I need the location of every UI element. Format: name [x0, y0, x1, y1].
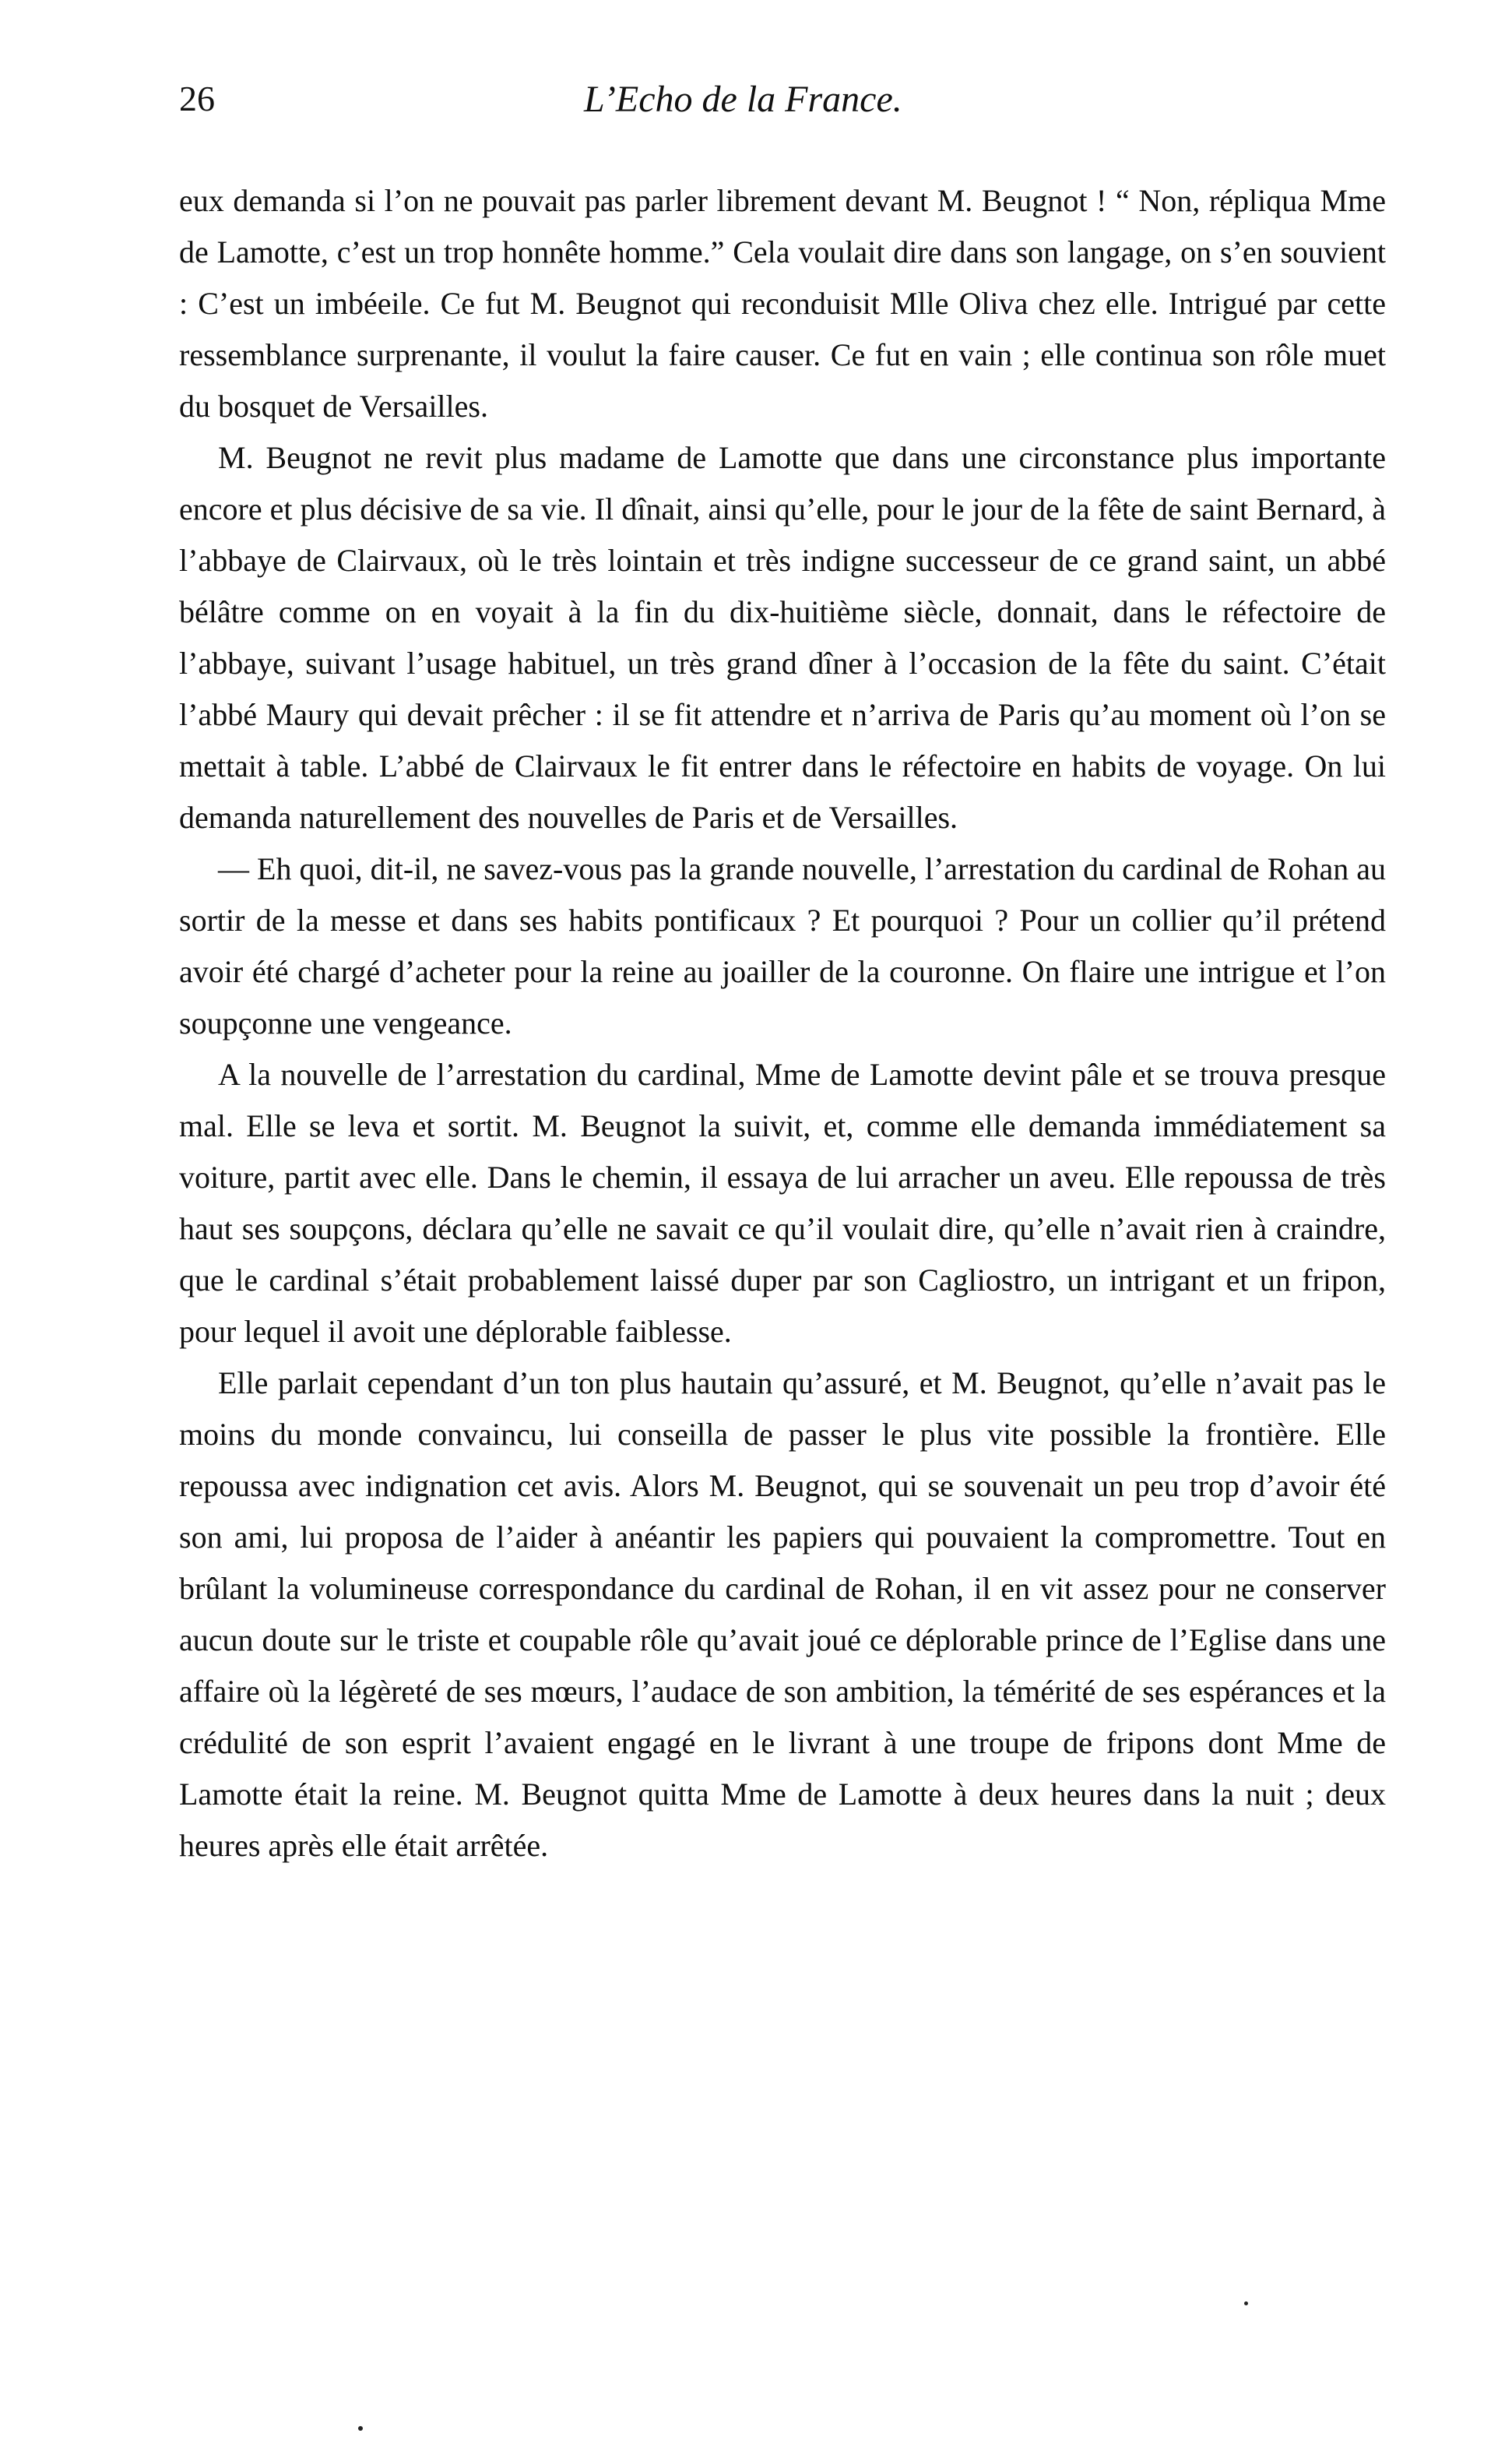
body-text	[179, 175, 1386, 1872]
running-head	[179, 78, 1386, 148]
ink-speck	[1244, 2301, 1248, 2305]
journal-title: L’Echo de la France.	[584, 79, 902, 120]
ink-speck	[358, 2426, 363, 2431]
paragraph-5: Elle parlait cependant d’un ton plus hautain qu’assuré, et M. Beugnot, qu’elle n’avait pas le moins du monde convaincu, lui conseilla de passer le plus vite possible la frontière. Elle repoussa avec indignation cet avis. Alors M. Beugnot, qui se souvenait un peu trop d’avoir été son ami, lui proposa de l’aider à anéantir les papiers qui pouvaient la compromettre. Tout en brûlant la volumineuse correspondance du cardinal de Rohan, il en vit assez pour ne conserver aucun doute sur le triste et coupable rôle qu’avait joué ce déplorable prince de l’Eglise dans une affaire où la légèreté de ses mœurs, l’audace de son ambition, la témérité de ses espérances et la crédulité de son esprit l’avaient engagé en le livrant à une troupe de fripons dont Mme de Lamotte était la reine. M. Beugnot quitta Mme de Lamotte à deux heures dans la nuit ; deux heures après elle était arrêtée.	[179, 1365, 1386, 1863]
page-number: 26	[179, 79, 215, 118]
paragraph-1: eux demanda si l’on ne pouvait pas parler librement devant M. Beugnot ! “ Non, répliqua Mme de Lamotte, c’est un trop honnête homme.” Cela voulait dire dans son langage, on s’en souvient : C’est un imbéeile. Ce fut M. Beugnot qui reconduisit Mlle Oliva chez elle. Intrigué par cette ressemblance surprenante, il voulut la faire causer. Ce fut en vain ; elle continua son rôle muet du bosquet de Versailles.	[179, 183, 1386, 424]
paragraph-3: — Eh quoi, dit-il, ne savez-vous pas la grande nouvelle, l’arrestation du cardinal de Rohan au sortir de la messe et dans ses habits pontificaux ? Et pourquoi ? Pour un collier qu’il prétend avoir été chargé d’acheter pour la reine au joailler de la couronne. On flaire une intrigue et l’on soupçonne une vengeance.	[179, 851, 1386, 1041]
paragraph-4: A la nouvelle de l’arrestation du cardinal, Mme de Lamotte devint pâle et se trouva presque mal. Elle se leva et sortit. M. Beugnot la suivit, et, comme elle demanda immédiatement sa voiture, partit avec elle. Dans le chemin, il essaya de lui arracher un aveu. Elle repoussa de très haut ses soupçons, déclara qu’elle ne savait ce qu’il voulait dire, qu’elle n’avait rien à craindre, que le cardinal s’était probablement laissé duper par son Cagliostro, un intrigant et un fripon, pour lequel il avoit une déplorable faiblesse.	[179, 1057, 1386, 1349]
book-page	[179, 78, 1386, 1872]
paragraph-2: M. Beugnot ne revit plus madame de Lamotte que dans une circonstance plus importante encore et plus décisive de sa vie. Il dînait, ainsi qu’elle, pour le jour de la fête de saint Bernard, à l’abbaye de Clairvaux, où le très lointain et très indigne successeur de ce grand saint, un abbé bélâtre comme on en voyait à la fin du dix-huitième siècle, donnait, dans le réfectoire de l’abbaye, suivant l’usage habituel, un très grand dîner à l’occasion de la fête du saint. C’était l’abbé Maury qui devait prêcher : il se fit attendre et n’arriva de Paris qu’au moment où l’on se mettait à table. L’abbé de Clairvaux le fit entrer dans le réfectoire en habits de voyage. On lui demanda naturellement des nouvelles de Paris et de Versailles.	[179, 440, 1386, 835]
